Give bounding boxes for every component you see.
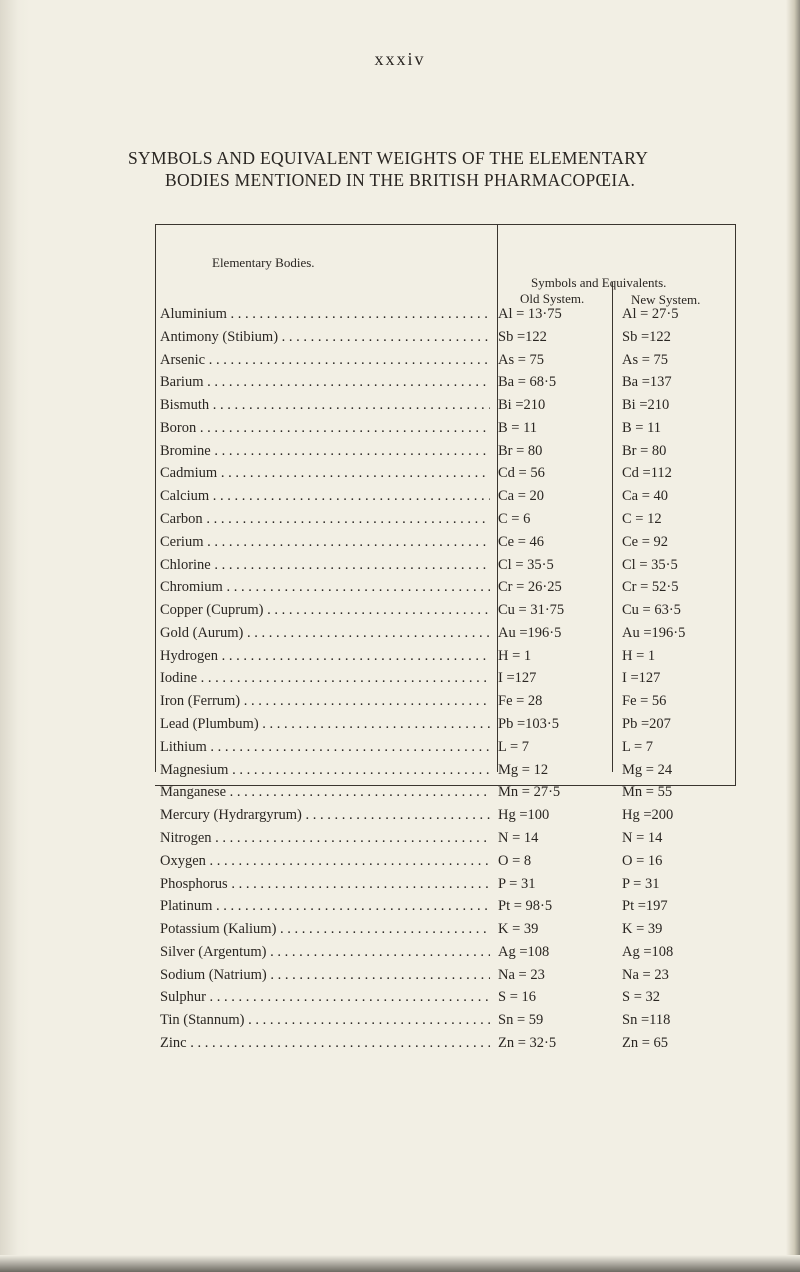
new-system-value: Ca = 40 xyxy=(622,488,669,505)
table-row xyxy=(160,944,740,967)
new-system-value: Cl = 35·5 xyxy=(622,556,678,573)
table-row xyxy=(160,1035,740,1058)
table-row xyxy=(160,762,740,785)
element-name: Silver (Argentum) . . . xyxy=(160,944,490,961)
new-system-value: O = 16 xyxy=(622,852,663,869)
element-name: Nitrogen . . . xyxy=(160,830,490,847)
old-system-value: Bi =210 xyxy=(498,397,546,414)
element-name: Aluminium . . . xyxy=(160,306,490,323)
new-system-value: Sn =118 xyxy=(622,1012,671,1029)
element-name: Sulphur . . . xyxy=(160,989,490,1006)
element-name: Bismuth . . . xyxy=(160,397,490,414)
old-system-value: O = 8 xyxy=(498,852,532,869)
element-name: Zinc . . . xyxy=(160,1035,490,1052)
element-name: Lead (Plumbum) . . . xyxy=(160,716,490,733)
new-system-value: As = 75 xyxy=(622,351,669,368)
table-row xyxy=(160,443,740,466)
old-system-value: Ag =108 xyxy=(498,943,550,960)
element-name: Manganese . . . xyxy=(160,784,490,801)
old-system-value: Na = 23 xyxy=(498,966,545,983)
new-system-value: I =127 xyxy=(622,670,661,687)
element-name: Gold (Aurum) . . . xyxy=(160,625,490,642)
subheader-new-system: New System. xyxy=(631,292,701,307)
new-system-value: Cu = 63·5 xyxy=(622,602,681,619)
old-system-value: Au =196·5 xyxy=(498,624,562,641)
old-system-value: I =127 xyxy=(498,670,537,687)
element-name: Cadmium . . . xyxy=(160,465,490,482)
old-system-value: Pb =103·5 xyxy=(498,716,559,733)
element-name: Hydrogen . . . xyxy=(160,648,490,665)
new-system-value: Br = 80 xyxy=(622,442,667,459)
old-system-value: B = 11 xyxy=(498,419,538,436)
old-system-value: Cl = 35·5 xyxy=(498,556,554,573)
table-row xyxy=(160,739,740,762)
new-system-value: H = 1 xyxy=(622,647,656,664)
new-system-value: Ag =108 xyxy=(622,943,674,960)
page-number: xxxiv xyxy=(374,49,426,69)
table-row xyxy=(160,876,740,899)
old-system-value: Hg =100 xyxy=(498,807,550,824)
old-system-value: Sn = 59 xyxy=(498,1012,544,1029)
element-name: Boron . . . xyxy=(160,420,490,437)
table-row xyxy=(160,534,740,557)
old-system-value: S = 16 xyxy=(498,989,536,1006)
new-system-value: Mn = 55 xyxy=(622,784,673,801)
element-name: Cerium . . . xyxy=(160,534,490,551)
old-system-value: Br = 80 xyxy=(498,442,543,459)
old-system-value: N = 14 xyxy=(498,829,539,846)
table-row xyxy=(160,397,740,420)
element-name: Arsenic . . . xyxy=(160,352,490,369)
old-system-value: Cd = 56 xyxy=(498,465,545,482)
old-system-value: H = 1 xyxy=(498,647,532,664)
table-row xyxy=(160,557,740,580)
element-name: Potassium (Kalium) . . . xyxy=(160,921,490,938)
page-bottom-shadow xyxy=(0,1255,800,1272)
table-row xyxy=(160,898,740,921)
table-row xyxy=(160,625,740,648)
element-name: Bromine . . . xyxy=(160,443,490,460)
old-system-value: C = 6 xyxy=(498,511,531,528)
table-row xyxy=(160,784,740,807)
new-system-value: S = 32 xyxy=(622,989,660,1006)
element-name: Mercury (Hydrargyrum) . . . xyxy=(160,807,490,824)
column-header-elementary-bodies: Elementary Bodies. xyxy=(212,255,315,270)
new-system-value: Pt =197 xyxy=(622,898,668,915)
old-system-value: Pt = 98·5 xyxy=(498,898,553,915)
element-name: Barium . . . xyxy=(160,374,490,391)
new-system-value: Bi =210 xyxy=(622,397,670,414)
old-system-value: Al = 13·75 xyxy=(498,306,562,322)
new-system-value: Pb =207 xyxy=(622,716,671,733)
new-system-value: Al = 27·5 xyxy=(622,306,679,322)
old-system-value: P = 31 xyxy=(498,875,536,892)
old-system-value: Ce = 46 xyxy=(498,533,545,550)
table-row xyxy=(160,488,740,511)
new-system-value: Cd =112 xyxy=(622,465,672,482)
table-left-border xyxy=(155,224,156,772)
element-name: Chlorine . . . xyxy=(160,557,490,574)
new-system-value: Au =196·5 xyxy=(622,624,686,641)
old-system-value: As = 75 xyxy=(498,351,545,368)
old-system-value: K = 39 xyxy=(498,921,539,938)
element-name: Sodium (Natrium) . . . xyxy=(160,967,490,984)
table-row xyxy=(160,648,740,671)
element-name: Copper (Cuprum) . . . xyxy=(160,602,490,619)
table-row xyxy=(160,306,740,329)
book-spine-shadow xyxy=(0,0,30,1272)
table-row xyxy=(160,921,740,944)
old-system-value: Sb =122 xyxy=(498,328,547,345)
element-name: Calcium . . . xyxy=(160,488,490,505)
table-row xyxy=(160,602,740,625)
element-name: Chromium . . . xyxy=(160,579,490,596)
new-system-value: P = 31 xyxy=(622,875,660,892)
new-system-value: Ba =137 xyxy=(622,374,672,391)
table-row xyxy=(160,329,740,352)
element-name: Lithium . . . xyxy=(160,739,490,756)
table-row xyxy=(160,967,740,990)
new-system-value: Mg = 24 xyxy=(622,761,673,778)
table-row xyxy=(160,352,740,375)
old-system-value: Mn = 27·5 xyxy=(498,784,561,801)
element-name: Iodine . . . xyxy=(160,670,490,687)
table-row xyxy=(160,374,740,397)
new-system-value: Cr = 52·5 xyxy=(622,579,679,596)
new-system-value: C = 12 xyxy=(622,511,662,528)
table-row xyxy=(160,853,740,876)
new-system-value: B = 11 xyxy=(622,419,662,436)
element-name: Tin (Stannum) . . . xyxy=(160,1012,490,1029)
element-name: Oxygen . . . xyxy=(160,853,490,870)
new-system-value: Hg =200 xyxy=(622,807,674,824)
table-row xyxy=(160,511,740,534)
column-header-symbols-equivalents: Symbols and Equivalents. xyxy=(531,275,667,290)
old-system-value: Zn = 32·5 xyxy=(498,1034,557,1051)
page-title-line-1: SYMBOLS AND EQUIVALENT WEIGHTS OF THE ELEMENTARY xyxy=(128,148,649,168)
table-row xyxy=(160,1012,740,1035)
new-system-value: Fe = 56 xyxy=(622,693,667,710)
table-row xyxy=(160,670,740,693)
new-system-value: Zn = 65 xyxy=(622,1034,669,1051)
table-row xyxy=(160,807,740,830)
table-row xyxy=(160,989,740,1012)
subheader-old-system: Old System. xyxy=(520,291,585,306)
element-name: Carbon . . . xyxy=(160,511,490,528)
old-system-value: L = 7 xyxy=(498,738,529,755)
page-title-line-2: BODIES MENTIONED IN THE BRITISH PHARMACOPŒIA. xyxy=(165,170,636,190)
old-system-value: Ba = 68·5 xyxy=(498,374,557,391)
table-row xyxy=(160,465,740,488)
new-system-value: N = 14 xyxy=(622,829,663,846)
table-row xyxy=(160,420,740,443)
new-system-value: L = 7 xyxy=(622,738,653,755)
table-row xyxy=(160,830,740,853)
old-system-value: Fe = 28 xyxy=(498,693,543,710)
old-system-value: Ca = 20 xyxy=(498,488,545,505)
element-name: Phosphorus . . . xyxy=(160,876,490,893)
element-name: Iron (Ferrum) . . . xyxy=(160,693,490,710)
new-system-value: Sb =122 xyxy=(622,328,671,345)
old-system-value: Mg = 12 xyxy=(498,761,549,778)
element-name: Platinum . . . xyxy=(160,898,490,915)
table-row xyxy=(160,579,740,602)
old-system-value: Cu = 31·75 xyxy=(498,602,565,619)
new-system-value: Ce = 92 xyxy=(622,533,669,550)
table-row xyxy=(160,716,740,739)
element-name: Magnesium . . . xyxy=(160,762,490,779)
element-name: Antimony (Stibium) . . . xyxy=(160,329,490,346)
old-system-value: Cr = 26·25 xyxy=(498,579,562,596)
new-system-value: Na = 23 xyxy=(622,966,669,983)
table-row xyxy=(160,693,740,716)
new-system-value: K = 39 xyxy=(622,921,663,938)
